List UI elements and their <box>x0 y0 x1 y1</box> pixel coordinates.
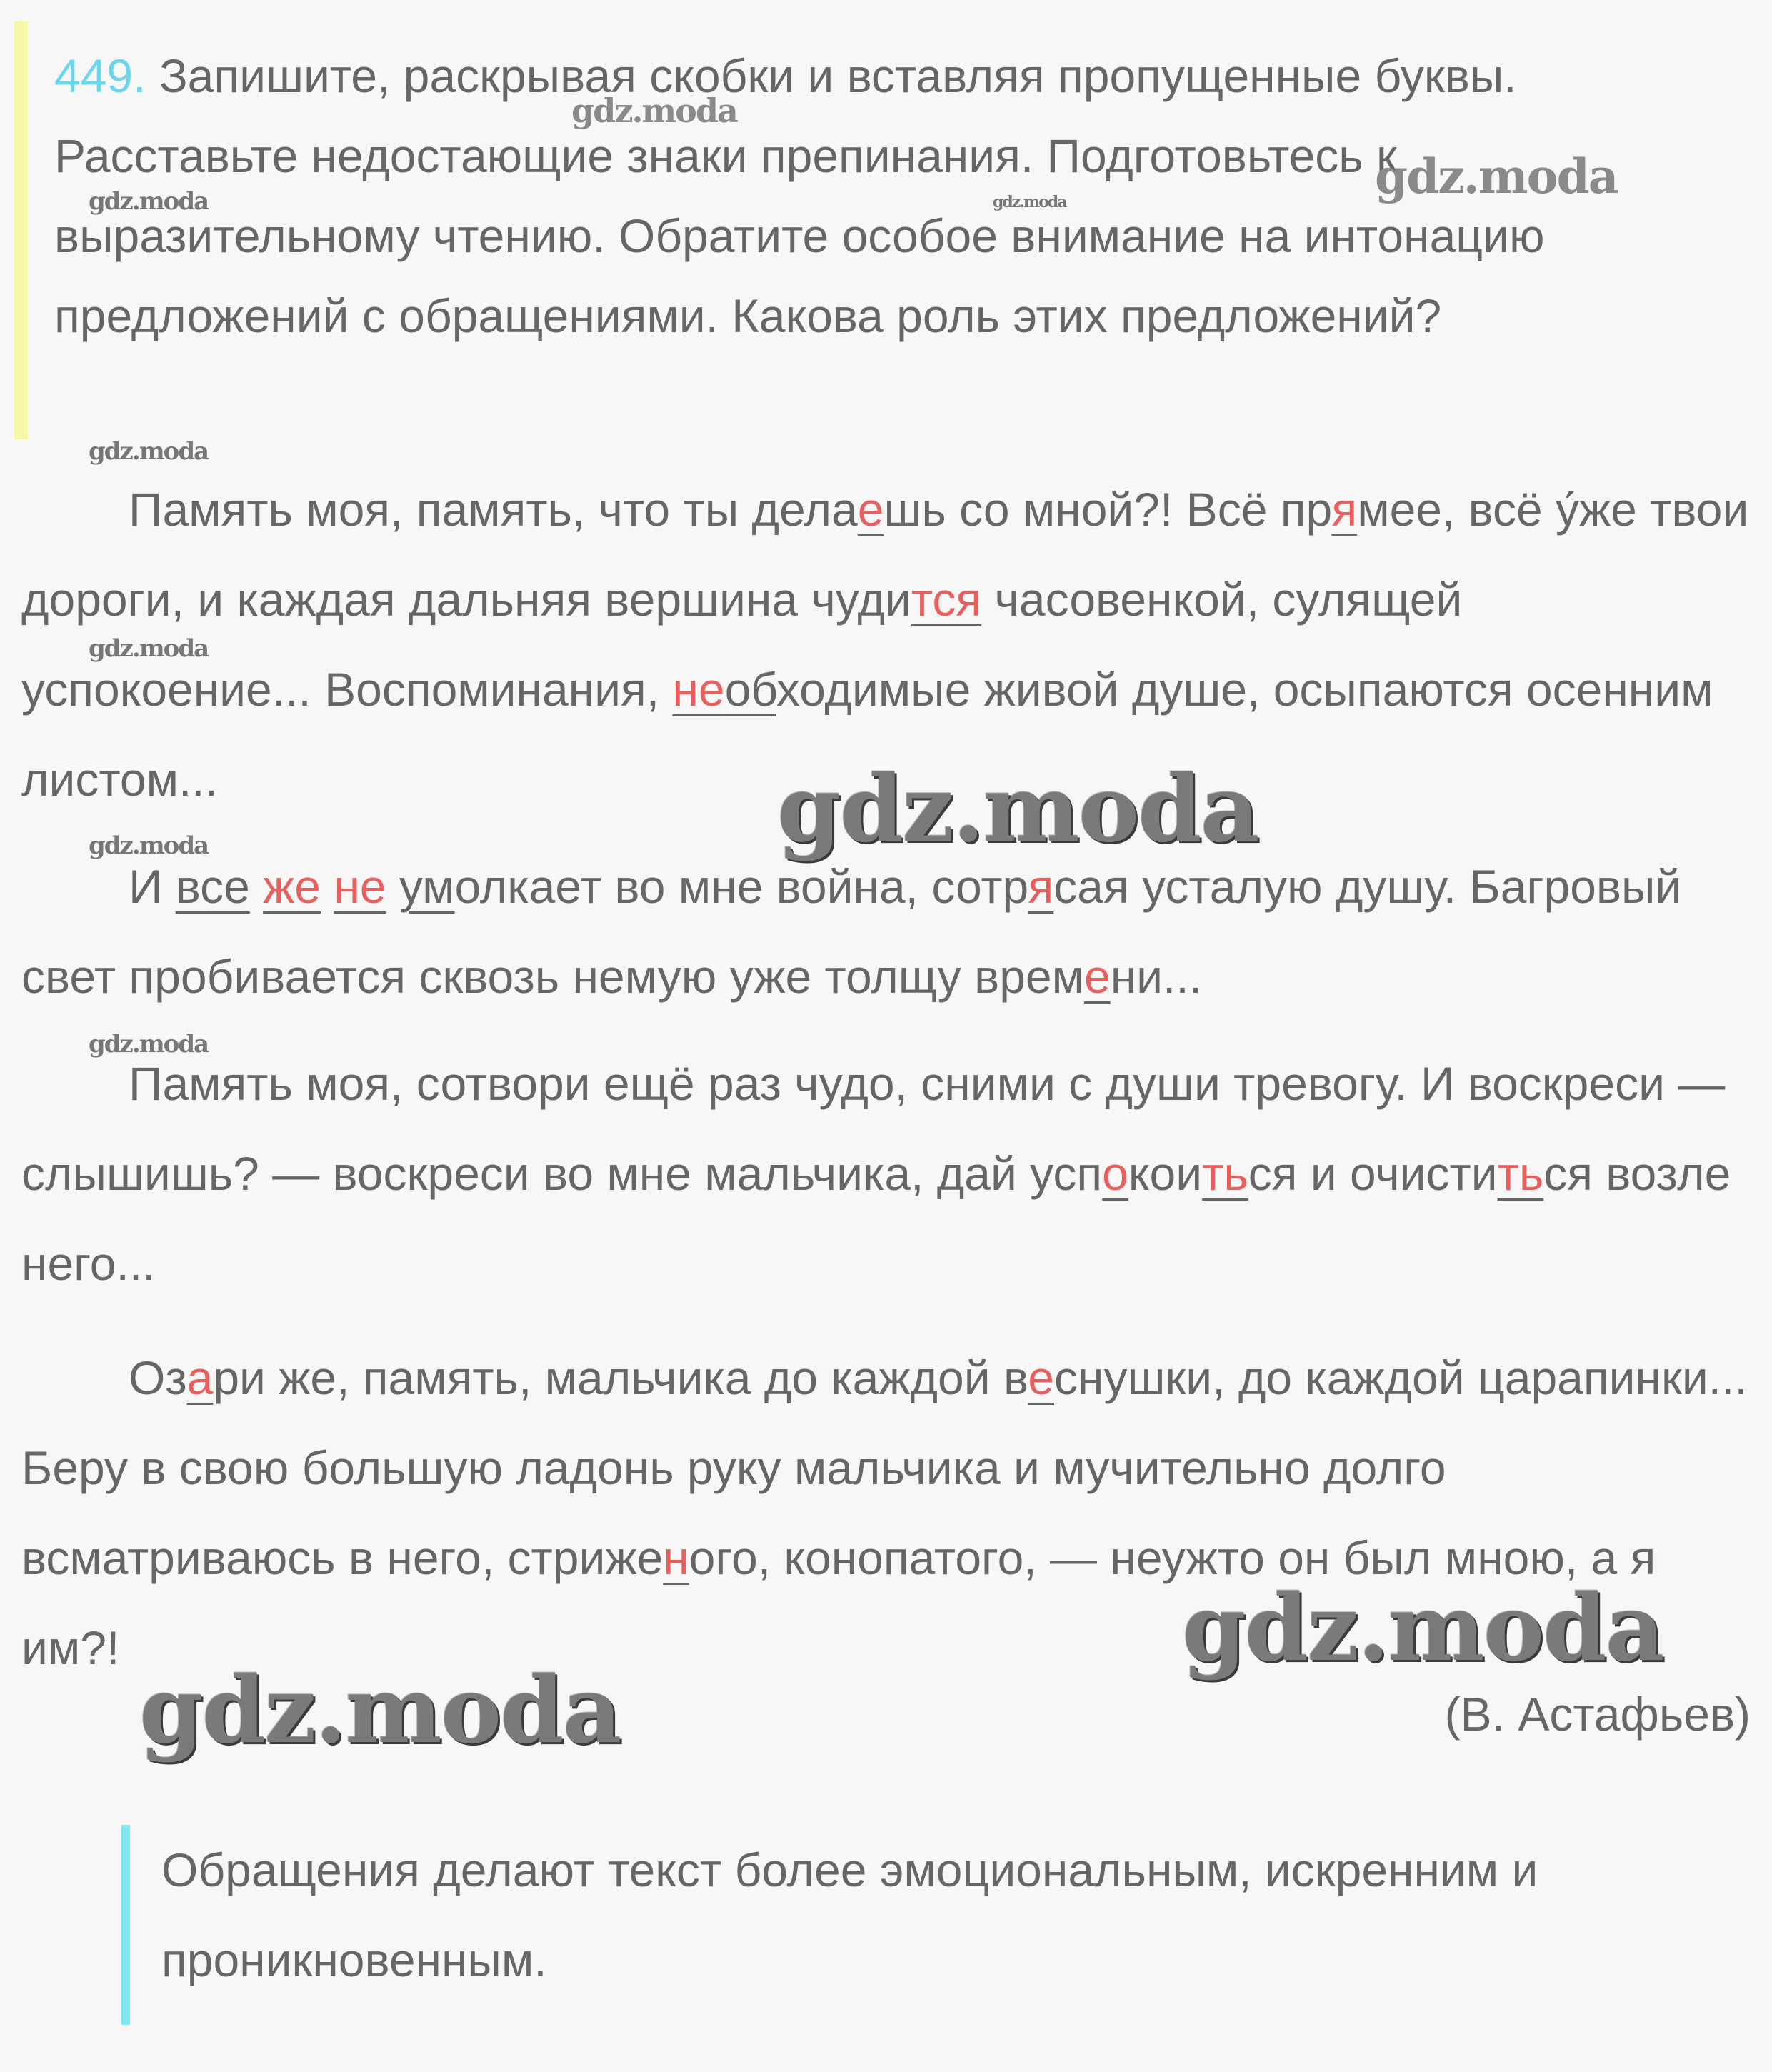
text-fragment: мее, всё у́же твои дороги, и каждая дальняя вершина чуди <box>21 483 1749 626</box>
text-fragment: ни... <box>1110 950 1203 1003</box>
text-fragment: ся возле него... <box>21 1147 1731 1290</box>
inserted-letter: тся <box>911 573 982 626</box>
inserted-letter: не <box>334 860 386 913</box>
paragraph-3 <box>21 1038 1750 1308</box>
text-fragment <box>321 860 334 913</box>
text-fragment: ся и очисти <box>1248 1147 1498 1200</box>
task-block <box>0 21 1757 439</box>
text-fragment: Память моя, сотвори ещё раз чудо, сними с души тревогу. И воскреси — слышишь? — воскреси во мне мальчика, дай усп <box>21 1057 1726 1200</box>
answer-text: Обращения делают текст более эмоциональным, искренним и проникновенным. <box>161 1843 1538 1986</box>
paragraph-2 <box>21 841 1750 1021</box>
inserted-letter: ть <box>1202 1147 1248 1200</box>
inserted-letter: н <box>663 1531 689 1584</box>
watermark: gdz.moda <box>89 831 209 860</box>
underlined-fragment: об <box>724 663 776 716</box>
text-fragment: ого, конопатого, — неужто он был мною, а я им?! <box>21 1531 1656 1674</box>
text-fragment: И <box>129 860 176 913</box>
watermark: gdz.moda <box>993 193 1066 211</box>
watermark: gdz.moda <box>1182 1575 1663 1682</box>
text-fragment: снушки, до каждой царапинки... Беру в свою большую ладонь руку мальчика и мучительно долго всматриваюсь в него, стриже <box>21 1351 1748 1584</box>
text-fragment: ри же, память, мальчика до каждой в <box>213 1351 1028 1404</box>
inserted-letter: я <box>1028 860 1054 913</box>
inserted-letter: не <box>672 663 725 716</box>
inserted-letter: е <box>1028 1351 1054 1404</box>
text-fragment: Оз <box>129 1351 187 1404</box>
task-highlight-bar <box>14 21 28 439</box>
text-fragment: кои <box>1128 1147 1203 1200</box>
inserted-letter: е <box>857 483 884 536</box>
answer-highlight-bar <box>121 1825 130 2025</box>
watermark: gdz.moda <box>1375 149 1618 204</box>
underlined-fragment: все <box>175 860 250 913</box>
text-fragment: шь со мной?! Всё пр <box>884 483 1332 536</box>
underlined-fragment: ум <box>399 860 455 913</box>
task-number: 449. <box>54 49 146 102</box>
text-fragment <box>386 860 399 913</box>
watermark: gdz.moda <box>89 187 209 216</box>
answer-block <box>121 1825 1757 2025</box>
text-fragment: Память моя, память, что ты дела <box>129 483 858 536</box>
inserted-letter: ть <box>1497 1147 1544 1200</box>
inserted-letter: о <box>1102 1147 1128 1200</box>
watermark: gdz.moda <box>571 91 737 130</box>
watermark: gdz.moda <box>89 634 209 663</box>
text-fragment: часовенкой, сулящей успокоение... Воспоминания, <box>21 573 1463 716</box>
inserted-letter: а <box>186 1351 214 1404</box>
inserted-letter: е <box>1084 950 1111 1003</box>
text-fragment: сая усталую душу. Багровый свет пробивается сквозь немую уже толщу врем <box>21 860 1682 1003</box>
text-fragment <box>250 860 263 913</box>
watermark: gdz.moda <box>777 756 1258 863</box>
text-fragment: олкает во мне война, сотр <box>454 860 1028 913</box>
watermark: gdz.moda <box>89 1030 209 1058</box>
watermark: gdz.moda <box>89 437 209 466</box>
exercise-text <box>21 464 1750 1693</box>
text-fragment: ходимые живой душе, осыпаются осенним листом... <box>21 663 1713 806</box>
inserted-letter: я <box>1331 483 1358 536</box>
watermark: gdz.moda <box>139 1657 621 1764</box>
author-attribution: (В. Астафьев) <box>1444 1688 1751 1741</box>
task-instructions: Запишите, раскрывая скобки и вставляя пропущенные буквы. Расставьте недостающие знаки препинания. Подготовьтесь к выразительному чтению. Обратите особое внимание на интонацию предложений с обращениями. Какова роль этих предложений? <box>54 49 1545 342</box>
inserted-letter: же <box>263 860 321 913</box>
